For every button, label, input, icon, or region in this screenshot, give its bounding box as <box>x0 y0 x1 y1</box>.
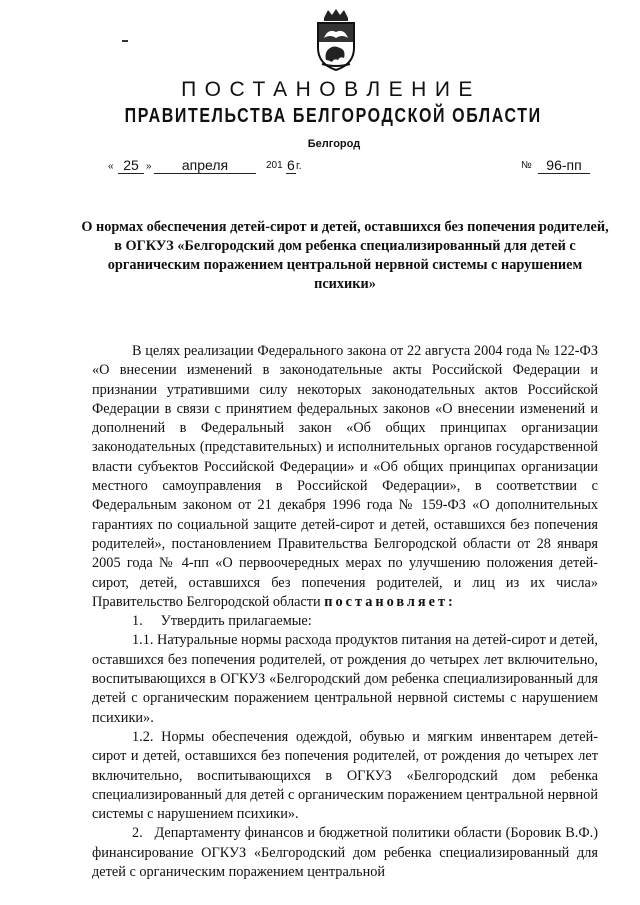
preamble-text: В целях реализации Федерального закона от 22 августа 2004 года № 122-ФЗ «О внесении изменений в законодательные акты Российской Федерации и признании утратившими силу некоторых законодательных актов Российской Федерации в связи с принятием федеральных законов «О внесении изменений и дополнений в Федеральный закон «Об общих принципах организации законодательных (представительных) и исполнительных органов государственной власти субъектов Российской Федерации» и «Об общих принципах организации местного самоуправления в Российской Федерации», в соответствии с Федеральным законом от 21 декабря 1996 года № 159-ФЗ «О дополнительных гарантиях по социальной защите детей-сирот и детей, оставшихся без попечения родителей», постановлением Правительства Белгородской области от 28 января 2005 года № 4-пп «О первоочередных мерах по улучшению положения детей-сирот, детей, оставшихся без попечения родителей, и лиц из их числа» Правительство Белгородской области <box>92 343 598 610</box>
close-quote: » <box>146 161 152 172</box>
document-type-heading: ПОСТАНОВЛЕНИЕ <box>181 78 481 101</box>
open-quote: « <box>108 161 114 172</box>
date-number-line <box>108 157 590 177</box>
city-label: Белгород <box>307 138 361 150</box>
document-title: О нормах обеспечения детей-сирот и детей, оставшихся без попечения родителей, в ОГКУЗ «Белгородский дом ребенка специализированный для детей с органическим поражением центральной нервной системы с нарушением психики» <box>81 219 609 292</box>
date-month: апреля <box>154 157 256 174</box>
decree-word: постановляет: <box>324 593 456 610</box>
scan-speck <box>122 40 128 42</box>
item-2-text: Департаменту финансов и бюджетной политики области (Боровик В.Ф.) финансирование ОГКУЗ «Белгородский дом ребенка специализированный для детей с органическим поражением центральной <box>92 825 598 881</box>
item-2-number: 2. <box>132 825 143 842</box>
item-1-paragraph <box>92 612 598 631</box>
number-label: № <box>521 160 532 171</box>
item-2-paragraph <box>92 824 598 882</box>
item-1-2-paragraph: 1.2. Нормы обеспечения одеждой, обувью и мягким инвентарем детей-сирот и детей, оставшихся без попечения родителей, от рождения до четырех лет включительно, воспитывающихся в ОГКУЗ «Белгородский дом ребенка специализированный для детей с органическим поражением центральной нервной системы с нарушением психики». <box>92 728 598 823</box>
date-year-suffix: 6 <box>287 157 295 173</box>
document-body <box>92 342 598 882</box>
preamble-paragraph <box>92 342 598 612</box>
coat-of-arms-icon <box>310 8 362 74</box>
item-1-1-paragraph: 1.1. Натуральные нормы расхода продуктов питания на детей-сирот и детей, оставшихся без попечения родителей, от рождения до четырех лет включительно, воспитывающихся в ОГКУЗ «Белгородский дом ребенка специализированный для детей с органическим поражением центральной нервной системы с нарушением психики». <box>92 632 598 726</box>
document-number: 96-пп <box>538 157 590 174</box>
date-year-unit: г. <box>296 160 302 172</box>
date-day: 25 <box>118 157 144 174</box>
date-year-prefix: 201 <box>266 160 283 171</box>
issuer-heading: ПРАВИТЕЛЬСТВА БЕЛГОРОДСКОЙ ОБЛАСТИ <box>124 105 542 127</box>
item-1-number: 1. <box>132 613 143 630</box>
item-1-text: Утвердить прилагаемые: <box>160 613 312 630</box>
